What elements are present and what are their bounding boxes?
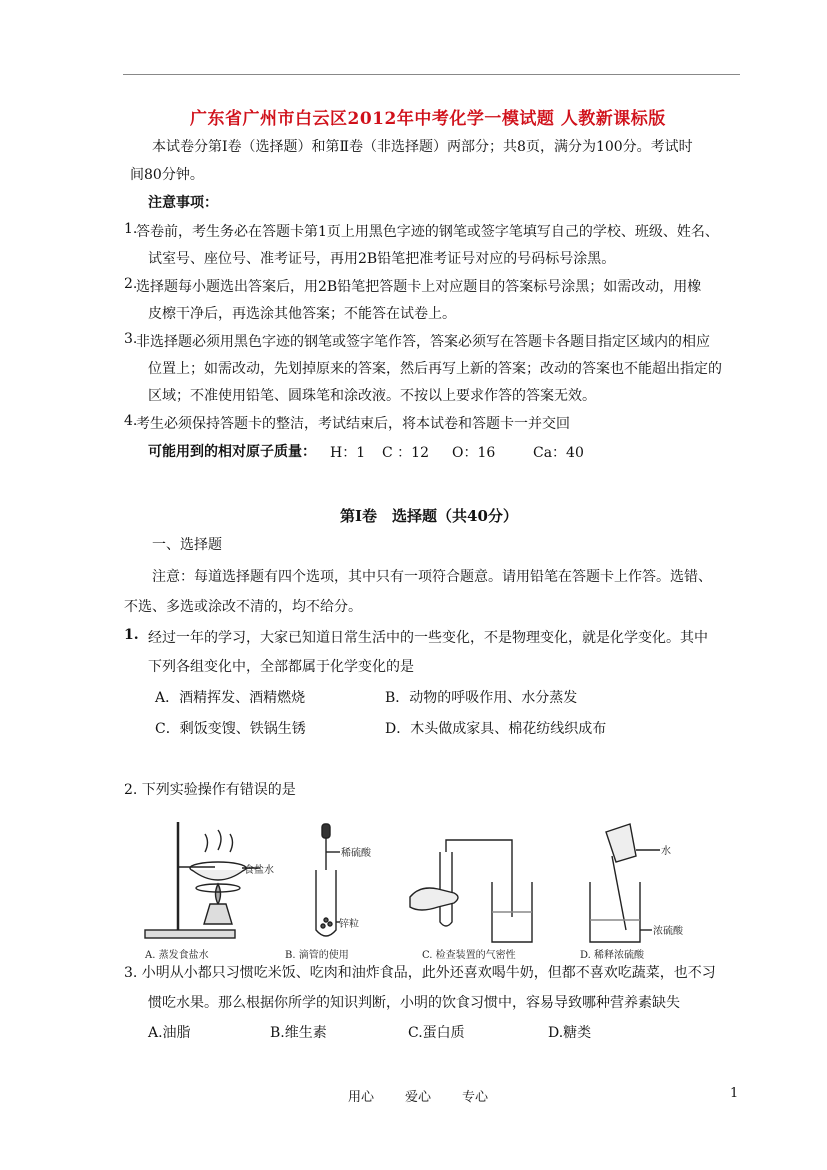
atomic-mass-c: C ：12 xyxy=(382,445,429,461)
q3-option-c: C.蛋白质 xyxy=(408,1025,465,1041)
caption-c: C. 检查装置的气密性 xyxy=(422,950,516,961)
notice-num-4: 4. xyxy=(124,413,138,429)
q3-line-1: 3. 小明从小都只习惯吃米饭、吃肉和油炸食品，此外还喜欢喝牛奶，但都不喜欢吃蔬菜，也不习 xyxy=(124,965,716,981)
notice-3-line-2: 位置上；如需改动，先划掉原来的答案，然后再写上新的答案；改动的答案也不能超出指定的 xyxy=(148,361,722,377)
label-water: 水 xyxy=(661,846,671,857)
section-1-note-line-1: 注意：每道选择题有四个选项，其中只有一项符合题意。请用铅笔在答题卡上作答。选错、 xyxy=(152,569,712,585)
intro-line-2: 间80分钟。 xyxy=(130,167,204,183)
caption-b: B. 滴管的使用 xyxy=(285,950,349,961)
apparatus-c-airtightness xyxy=(410,840,532,942)
notice-1-line-1: 答卷前，考生务必在答题卡第1页上用黑色字迹的钢笔或签字笔填写自己的学校、班级、姓名、 xyxy=(136,224,719,240)
footer-word-1: 用心 xyxy=(348,1090,375,1105)
label-salt-water: 食盐水 xyxy=(244,865,274,876)
section-1-note-line-2: 不选、多选或涂改不清的，均不给分。 xyxy=(124,599,362,615)
atomic-mass-ca: Ca：40 xyxy=(533,445,584,461)
notice-2-line-1: 选择题每小题选出答案后，用2B铅笔把答题卡上对应题目的答案标号涂黑；如需改动，用橡 xyxy=(136,279,702,295)
page-number: 1 xyxy=(730,1086,739,1101)
label-dilute-acid: 稀硫酸 xyxy=(341,848,371,859)
caption-d: D. 稀释浓硫酸 xyxy=(580,950,645,961)
q3-line-2: 惯吃水果。那么根据你所学的知识判断，小明的饮食习惯中，容易导致哪种营养素缺失 xyxy=(148,995,680,1011)
notice-num-2: 2. xyxy=(124,276,138,292)
q1-option-a: A．酒精挥发、酒精燃烧 xyxy=(155,690,306,706)
header-rule xyxy=(123,74,740,75)
notice-num-3: 3. xyxy=(124,331,138,347)
section-1-part: 一、选择题 xyxy=(152,537,222,553)
q3-option-a: A.油脂 xyxy=(148,1025,191,1041)
q2-apparatus-figure xyxy=(140,812,740,962)
q3-option-d: D.糖类 xyxy=(548,1025,592,1041)
q1-option-c: C．剩饭变馊、铁锅生锈 xyxy=(155,721,306,737)
q1-option-b: B．动物的呼吸作用、水分蒸发 xyxy=(385,690,578,706)
caption-a: A. 蒸发食盐水 xyxy=(145,950,209,961)
q1-line-1: 经过一年的学习，大家已知道日常生活中的一些变化，不是物理变化，就是化学变化。其中 xyxy=(148,630,708,646)
notice-3-line-3: 区域；不准使用铅笔、圆珠笔和涂改液。不按以上要求作答的答案无效。 xyxy=(148,388,596,404)
section-1-heading: 第Ⅰ卷 选择题（共40分） xyxy=(340,507,518,525)
apparatus-d-dilution xyxy=(590,824,660,942)
intro-line-1: 本试卷分第Ⅰ卷（选择题）和第Ⅱ卷（非选择题）两部分；共8页，满分为100分。考试时 xyxy=(152,139,693,155)
footer-word-2: 爱心 xyxy=(405,1090,432,1105)
notice-2-line-2: 皮檫干净后，再选涂其他答案；不能答在试卷上。 xyxy=(148,306,456,322)
q1-line-2: 下列各组变化中，全部都属于化学变化的是 xyxy=(148,659,414,675)
document-title: 广东省广州市白云区2012年中考化学一模试题 人教新课标版 xyxy=(190,109,666,129)
footer-word-3: 专心 xyxy=(462,1090,489,1105)
notice-heading: 注意事项： xyxy=(148,195,218,211)
label-zinc: 锌粒 xyxy=(339,919,359,930)
q3-option-b: B.维生素 xyxy=(270,1025,327,1041)
q1-number: 1. xyxy=(124,627,139,643)
apparatus-b-dropper xyxy=(316,824,340,936)
apparatus-a-evaporation xyxy=(145,822,260,938)
q2-text: 2. 下列实验操作有错误的是 xyxy=(124,782,296,798)
atomic-mass-o: O：16 xyxy=(452,445,496,461)
notice-1-line-2: 试室号、座位号、准考证号，再用2B铅笔把准考证号对应的号码标号涂黑。 xyxy=(148,251,616,267)
atomic-mass-label: 可能用到的相对原子质量： xyxy=(148,444,316,460)
label-conc-acid: 浓硫酸 xyxy=(653,926,683,937)
atomic-mass-h: H：1 xyxy=(330,445,366,461)
notice-4-line-1: 考生必须保持答题卡的整洁，考试结束后，将本试卷和答题卡一并交回 xyxy=(136,416,570,432)
notice-3-line-1: 非选择题必须用黑色字迹的钢笔或签字笔作答，答案必须写在答题卡各题目指定区域内的相应 xyxy=(136,334,710,350)
q1-option-d: D．木头做成家具、棉花纺线织成布 xyxy=(385,721,607,737)
notice-num-1: 1. xyxy=(124,221,138,237)
